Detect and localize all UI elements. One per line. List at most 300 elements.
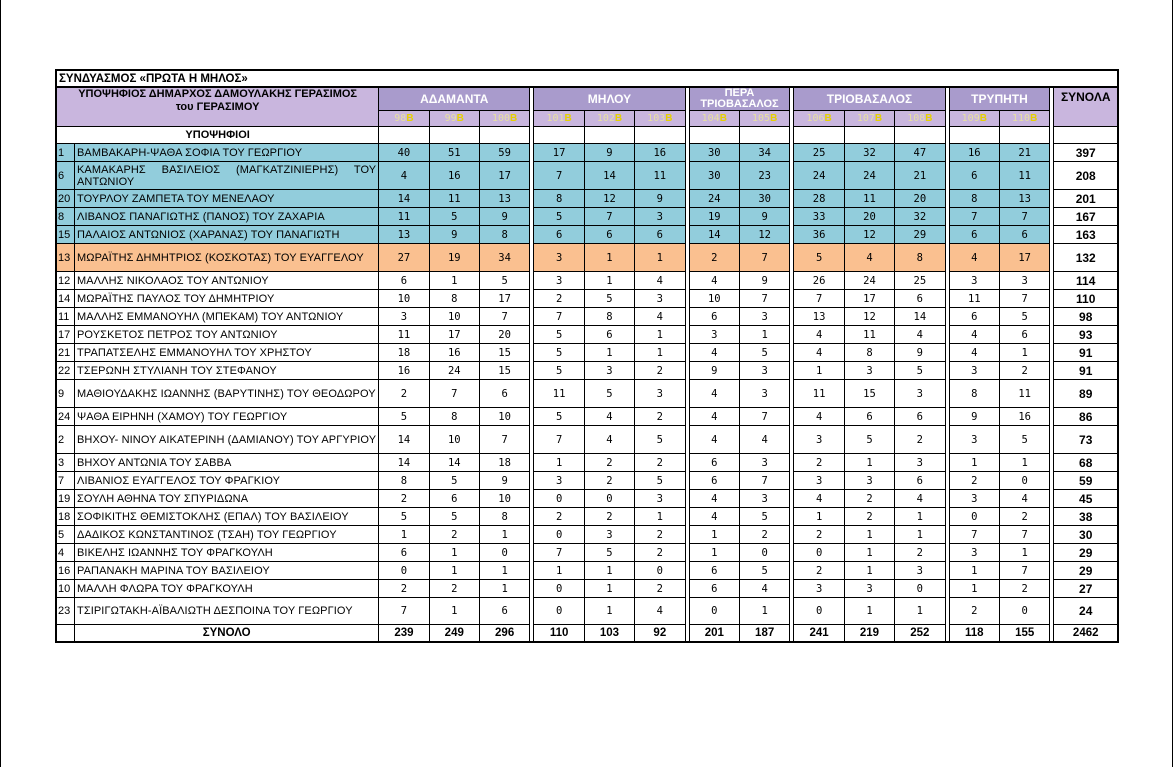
vote-count: 8	[844, 344, 894, 362]
vote-count: 17	[429, 326, 479, 344]
candidate-number: 7	[56, 472, 75, 490]
candidate-total: 89	[1054, 380, 1118, 408]
vote-count: 4	[949, 326, 999, 344]
vote-count: 16	[635, 144, 685, 162]
candidate-name: ΔΑΔΙΚΟΣ ΚΩΝΣΤΑΝΤΙΝΟΣ (ΤΣΑΗ) ΤΟΥ ΓΕΩΡΓΙΟΥ	[75, 526, 379, 544]
vote-count: 1	[479, 580, 529, 598]
candidate-name: ΒΗΧΟΥ- ΝΙΝΟΥ ΑΙΚΑΤΕΡΙΝΗ (ΔΑΜΙΑΝΟΥ) ΤΟΥ ΑΡΓΥΡΙΟΥ	[75, 426, 379, 454]
vote-count: 8	[584, 308, 634, 326]
candidate-total: 59	[1054, 472, 1118, 490]
vote-count: 34	[739, 144, 789, 162]
vote-count: 7	[534, 544, 584, 562]
vote-count: 5	[999, 308, 1049, 326]
vote-count: 3	[794, 472, 844, 490]
vote-count: 6	[689, 472, 739, 490]
candidate-name: ΜΑΛΛΗΣ ΝΙΚΟΛΑΟΣ ΤΟΥ ΑΝΤΩΝΙΟΥ	[75, 272, 379, 290]
vote-count: 4	[584, 408, 634, 426]
vote-count: 11	[429, 190, 479, 208]
candidate-name: ΨΑΘΑ ΕΙΡΗΝΗ (ΧΑΜΟΥ) ΤΟΥ ΓΕΩΡΓΙΟΥ	[75, 408, 379, 426]
vote-count: 1	[429, 598, 479, 625]
vote-count: 3	[379, 308, 429, 326]
station-header	[635, 111, 685, 127]
vote-count: 5	[479, 272, 529, 290]
vote-count: 24	[844, 162, 894, 190]
vote-count: 1	[584, 580, 634, 598]
vote-count: 0	[534, 490, 584, 508]
station-header	[739, 111, 789, 127]
vote-count: 6	[949, 226, 999, 244]
vote-count: 2	[635, 526, 685, 544]
vote-count: 19	[689, 208, 739, 226]
station-suffix: Β	[925, 112, 933, 124]
candidate-number: 19	[56, 490, 75, 508]
vote-count: 2	[429, 526, 479, 544]
candidate-total: 86	[1054, 408, 1118, 426]
vote-count: 8	[895, 244, 945, 272]
vote-count: 1	[534, 562, 584, 580]
station-number: 106	[806, 112, 825, 124]
vote-count: 1	[794, 362, 844, 380]
vote-count: 24	[794, 162, 844, 190]
vote-count: 11	[999, 380, 1049, 408]
empty-cell	[56, 625, 75, 643]
candidate-number: 1	[56, 144, 75, 162]
candidate-total: 24	[1054, 598, 1118, 625]
vote-count: 5	[999, 426, 1049, 454]
vote-count: 6	[689, 580, 739, 598]
vote-count: 9	[479, 208, 529, 226]
station-total: 92	[635, 625, 685, 643]
vote-count: 16	[429, 344, 479, 362]
vote-count: 9	[635, 190, 685, 208]
station-suffix: Β	[665, 112, 673, 124]
station-header	[794, 111, 844, 127]
vote-count: 30	[689, 144, 739, 162]
vote-count: 2	[534, 290, 584, 308]
vote-count: 2	[429, 580, 479, 598]
vote-count: 4	[999, 490, 1049, 508]
vote-count: 4	[635, 308, 685, 326]
empty-cell	[584, 127, 634, 144]
vote-count: 8	[429, 290, 479, 308]
vote-count: 0	[379, 562, 429, 580]
vote-count: 14	[429, 454, 479, 472]
candidate-total: 132	[1054, 244, 1118, 272]
list-title: ΣΥΝΔΥΑΣΜΟΣ «ΠΡΩΤΑ Η ΜΗΛΟΣ»	[56, 70, 1118, 87]
vote-count: 3	[949, 544, 999, 562]
vote-count: 16	[949, 144, 999, 162]
station-header	[379, 111, 429, 127]
vote-count: 11	[844, 190, 894, 208]
vote-count: 18	[379, 344, 429, 362]
vote-count: 5	[739, 508, 789, 526]
candidate-total: 45	[1054, 490, 1118, 508]
results-sheet	[55, 69, 1119, 643]
vote-count: 1	[844, 598, 894, 625]
vote-count: 3	[895, 562, 945, 580]
table-row	[56, 562, 1118, 580]
header-row-groups	[56, 87, 1118, 111]
vote-count: 10	[429, 426, 479, 454]
vote-count: 7	[739, 290, 789, 308]
table-row	[56, 508, 1118, 526]
vote-count: 24	[844, 272, 894, 290]
vote-count: 2	[635, 454, 685, 472]
vote-count: 19	[429, 244, 479, 272]
vote-count: 1	[429, 562, 479, 580]
candidate-number: 12	[56, 272, 75, 290]
vote-count: 2	[584, 454, 634, 472]
vote-count: 16	[429, 162, 479, 190]
vote-count: 0	[479, 544, 529, 562]
vote-count: 7	[999, 562, 1049, 580]
candidate-number: 15	[56, 226, 75, 244]
vote-count: 2	[844, 490, 894, 508]
vote-count: 2	[949, 472, 999, 490]
candidate-total: 29	[1054, 544, 1118, 562]
station-header	[844, 111, 894, 127]
table-row	[56, 472, 1118, 490]
station-total: 252	[895, 625, 945, 643]
station-total: 201	[689, 625, 739, 643]
station-header	[999, 111, 1049, 127]
candidate-number: 23	[56, 598, 75, 625]
mayor-candidate-header	[56, 87, 379, 127]
vote-count: 1	[689, 526, 739, 544]
vote-count: 9	[584, 144, 634, 162]
vote-count: 7	[739, 472, 789, 490]
candidate-name: ΣΟΦΙΚΙΤΗΣ ΘΕΜΙΣΤΟΚΛΗΣ (ΕΠΑΛ) ΤΟΥ ΒΑΣΙΛΕΙΟΥ	[75, 508, 379, 526]
station-header	[949, 111, 999, 127]
group-header: ΜΗΛΟΥ	[534, 87, 685, 111]
vote-count: 6	[895, 472, 945, 490]
vote-count: 30	[739, 190, 789, 208]
vote-count: 3	[949, 490, 999, 508]
candidate-name: ΒΑΜΒΑΚΑΡΗ-ΨΑΘΑ ΣΟΦΙΑ ΤΟΥ ΓΕΩΡΓΙΟΥ	[75, 144, 379, 162]
candidate-name: ΤΣΕΡΩΝΗ ΣΤΥΛΙΑΝΗ ΤΟΥ ΣΤΕΦΑΝΟΥ	[75, 362, 379, 380]
vote-count: 26	[794, 272, 844, 290]
vote-count: 6	[584, 226, 634, 244]
vote-count: 1	[895, 508, 945, 526]
vote-count: 59	[479, 144, 529, 162]
totals-row	[56, 625, 1118, 643]
vote-count: 14	[379, 454, 429, 472]
station-header	[895, 111, 945, 127]
empty-cell	[379, 127, 429, 144]
station-total: 239	[379, 625, 429, 643]
vote-count: 2	[379, 580, 429, 598]
vote-count: 6	[949, 308, 999, 326]
station-header	[429, 111, 479, 127]
vote-count: 1	[429, 272, 479, 290]
vote-count: 3	[739, 454, 789, 472]
vote-count: 1	[479, 562, 529, 580]
vote-count: 9	[479, 472, 529, 490]
vote-count: 6	[429, 490, 479, 508]
vote-count: 6	[379, 544, 429, 562]
table-row	[56, 190, 1118, 208]
vote-count: 1	[999, 544, 1049, 562]
vote-count: 1	[739, 326, 789, 344]
mayor-candidate-line1: ΥΠΟΨΗΦΙΟΣ ΔΗΜΑΡΧΟΣ ΔΑΜΟΥΛΑΚΗΣ ΓΕΡΑΣΙΜΟΣ	[78, 88, 358, 100]
table-row	[56, 290, 1118, 308]
candidate-number: 22	[56, 362, 75, 380]
station-suffix: Β	[1030, 112, 1038, 124]
vote-count: 1	[635, 244, 685, 272]
vote-count: 1	[999, 454, 1049, 472]
vote-count: 9	[429, 226, 479, 244]
table-row	[56, 598, 1118, 625]
empty-cell	[999, 127, 1049, 144]
station-total: 187	[739, 625, 789, 643]
vote-count: 2	[949, 598, 999, 625]
station-suffix: Β	[719, 112, 727, 124]
vote-count: 3	[739, 362, 789, 380]
totals-header: ΣΥΝΟΛΑ	[1054, 87, 1118, 127]
vote-count: 5	[794, 244, 844, 272]
empty-cell	[429, 127, 479, 144]
vote-count: 7	[534, 308, 584, 326]
vote-count: 7	[429, 380, 479, 408]
vote-count: 11	[794, 380, 844, 408]
vote-count: 6	[844, 408, 894, 426]
vote-count: 2	[689, 244, 739, 272]
vote-count: 3	[844, 580, 894, 598]
vote-count: 4	[689, 408, 739, 426]
table-row	[56, 408, 1118, 426]
vote-count: 14	[379, 190, 429, 208]
vote-count: 2	[999, 580, 1049, 598]
table-row	[56, 426, 1118, 454]
vote-count: 3	[584, 362, 634, 380]
vote-count: 3	[635, 290, 685, 308]
vote-count: 0	[794, 544, 844, 562]
grand-total: 2462	[1054, 625, 1118, 643]
vote-count: 3	[635, 380, 685, 408]
vote-count: 2	[794, 562, 844, 580]
vote-count: 1	[689, 544, 739, 562]
candidate-name: ΜΩΡΑΪΤΗΣ ΔΗΜΗΤΡΙΟΣ (ΚΟΣΚΟΤΑΣ) ΤΟΥ ΕΥΑΓΓΕΛΟΥ	[75, 244, 379, 272]
station-total: 110	[534, 625, 584, 643]
table-row	[56, 344, 1118, 362]
vote-count: 1	[844, 454, 894, 472]
vote-count: 16	[379, 362, 429, 380]
vote-count: 3	[949, 426, 999, 454]
station-header	[584, 111, 634, 127]
station-total: 103	[584, 625, 634, 643]
vote-count: 2	[584, 508, 634, 526]
candidate-number: 2	[56, 426, 75, 454]
vote-count: 6	[689, 562, 739, 580]
vote-count: 5	[379, 408, 429, 426]
group-header: ΑΔΑΜΑΝΤΑ	[379, 87, 530, 111]
station-suffix: Β	[456, 112, 464, 124]
vote-count: 6	[689, 308, 739, 326]
vote-count: 0	[534, 580, 584, 598]
candidate-number: 18	[56, 508, 75, 526]
vote-count: 34	[479, 244, 529, 272]
candidate-name: ΡΑΠΑΝΑΚΗ ΜΑΡΙΝΑ ΤΟΥ ΒΑΣΙΛΕΙΟΥ	[75, 562, 379, 580]
vote-count: 7	[584, 208, 634, 226]
vote-count: 32	[895, 208, 945, 226]
vote-count: 2	[379, 380, 429, 408]
station-suffix: Β	[510, 112, 518, 124]
vote-count: 10	[689, 290, 739, 308]
vote-count: 3	[844, 472, 894, 490]
vote-count: 0	[534, 598, 584, 625]
vote-count: 14	[689, 226, 739, 244]
vote-count: 4	[739, 426, 789, 454]
vote-count: 4	[844, 244, 894, 272]
vote-count: 17	[844, 290, 894, 308]
candidates-label-row	[56, 127, 1118, 144]
station-suffix: Β	[614, 112, 623, 124]
candidate-name: ΚΑΜΑΚΑΡΗΣ ΒΑΣΙΛΕΙΟΣ (ΜΑΓΚΑΤΖΙΝΙΕΡΗΣ) ΤΟΥ ΑΝΤΩΝΙΟΥ	[75, 162, 379, 190]
empty-cell	[949, 127, 999, 144]
station-total: 155	[999, 625, 1049, 643]
vote-count: 14	[584, 162, 634, 190]
candidate-name: ΤΣΙΡΙΓΩΤΑΚΗ-ΑΪΒΑΛΙΩΤΗ ΔΕΣΠΟΙΝΑ ΤΟΥ ΓΕΩΡΓΙΟΥ	[75, 598, 379, 625]
vote-count: 9	[739, 272, 789, 290]
vote-count: 29	[895, 226, 945, 244]
candidate-total: 91	[1054, 362, 1118, 380]
candidate-total: 397	[1054, 144, 1118, 162]
candidate-number: 24	[56, 408, 75, 426]
vote-count: 17	[534, 144, 584, 162]
vote-count: 13	[379, 226, 429, 244]
vote-count: 8	[479, 226, 529, 244]
candidate-number: 13	[56, 244, 75, 272]
station-number: 109	[961, 112, 980, 124]
candidate-total: 163	[1054, 226, 1118, 244]
vote-count: 5	[584, 290, 634, 308]
candidate-total: 208	[1054, 162, 1118, 190]
candidate-total: 167	[1054, 208, 1118, 226]
vote-count: 15	[479, 362, 529, 380]
vote-count: 2	[379, 490, 429, 508]
candidate-name: ΡΟΥΣΚΕΤΟΣ ΠΕΤΡΟΣ ΤΟΥ ΑΝΤΩΝΙΟΥ	[75, 326, 379, 344]
station-total: 249	[429, 625, 479, 643]
vote-count: 0	[949, 508, 999, 526]
station-number: 105	[752, 112, 771, 124]
candidate-total: 27	[1054, 580, 1118, 598]
vote-count: 13	[794, 308, 844, 326]
vote-count: 7	[949, 208, 999, 226]
vote-count: 7	[739, 408, 789, 426]
vote-count: 1	[999, 344, 1049, 362]
candidate-name: ΣΟΥΛΗ ΑΘΗΝΑ ΤΟΥ ΣΠΥΡΙΔΩΝΑ	[75, 490, 379, 508]
station-total: 118	[949, 625, 999, 643]
candidate-number: 14	[56, 290, 75, 308]
vote-count: 3	[689, 326, 739, 344]
table-row	[56, 244, 1118, 272]
vote-count: 5	[739, 562, 789, 580]
vote-count: 11	[635, 162, 685, 190]
station-number: 99	[444, 112, 457, 124]
station-total: 296	[479, 625, 529, 643]
vote-count: 1	[635, 326, 685, 344]
vote-count: 5	[584, 380, 634, 408]
vote-count: 3	[635, 490, 685, 508]
vote-count: 9	[895, 344, 945, 362]
table-row	[56, 162, 1118, 190]
vote-count: 1	[949, 454, 999, 472]
station-number: 107	[856, 112, 875, 124]
vote-count: 5	[429, 508, 479, 526]
candidate-total: 114	[1054, 272, 1118, 290]
vote-count: 1	[895, 598, 945, 625]
vote-count: 5	[739, 344, 789, 362]
vote-count: 1	[635, 344, 685, 362]
empty-cell	[479, 127, 529, 144]
vote-count: 0	[739, 544, 789, 562]
vote-count: 5	[584, 544, 634, 562]
vote-count: 4	[794, 326, 844, 344]
vote-count: 11	[844, 326, 894, 344]
vote-count: 20	[479, 326, 529, 344]
vote-count: 8	[534, 190, 584, 208]
vote-count: 8	[379, 472, 429, 490]
vote-count: 2	[794, 526, 844, 544]
vote-count: 2	[635, 408, 685, 426]
candidate-number: 3	[56, 454, 75, 472]
vote-count: 0	[794, 598, 844, 625]
vote-count: 11	[534, 380, 584, 408]
vote-count: 2	[635, 580, 685, 598]
vote-count: 0	[584, 490, 634, 508]
table-row	[56, 272, 1118, 290]
table-row	[56, 380, 1118, 408]
vote-count: 1	[379, 526, 429, 544]
group-header: ΤΡΥΠΗΤΗ	[949, 87, 1050, 111]
vote-count: 7	[534, 426, 584, 454]
vote-count: 25	[895, 272, 945, 290]
vote-count: 2	[895, 426, 945, 454]
vote-count: 2	[844, 508, 894, 526]
vote-count: 18	[479, 454, 529, 472]
vote-count: 0	[999, 472, 1049, 490]
candidate-total: 201	[1054, 190, 1118, 208]
vote-count: 10	[479, 490, 529, 508]
vote-count: 4	[689, 426, 739, 454]
candidate-total: 29	[1054, 562, 1118, 580]
vote-count: 1	[635, 508, 685, 526]
vote-count: 7	[479, 308, 529, 326]
empty-cell	[689, 127, 739, 144]
vote-count: 5	[534, 208, 584, 226]
vote-count: 32	[844, 144, 894, 162]
vote-count: 3	[739, 490, 789, 508]
vote-count: 4	[949, 244, 999, 272]
vote-count: 6	[999, 326, 1049, 344]
empty-cell	[534, 127, 584, 144]
vote-count: 1	[844, 544, 894, 562]
vote-count: 6	[689, 454, 739, 472]
vote-count: 3	[534, 244, 584, 272]
candidate-name: ΛΙΒΑΝΟΣ ΠΑΝΑΓΙΩΤΗΣ (ΠΑΝΟΣ) ΤΟΥ ΖΑΧΑΡΙΑ	[75, 208, 379, 226]
vote-count: 6	[895, 408, 945, 426]
table-row	[56, 144, 1118, 162]
station-number: 108	[907, 112, 926, 124]
vote-count: 17	[479, 162, 529, 190]
vote-count: 0	[534, 526, 584, 544]
candidate-name: ΒΗΧΟΥ ΑΝΤΩΝΙΑ ΤΟΥ ΣΑΒΒΑ	[75, 454, 379, 472]
vote-count: 20	[844, 208, 894, 226]
vote-count: 4	[895, 326, 945, 344]
station-suffix: Β	[564, 112, 572, 124]
vote-count: 2	[534, 508, 584, 526]
vote-count: 1	[949, 580, 999, 598]
